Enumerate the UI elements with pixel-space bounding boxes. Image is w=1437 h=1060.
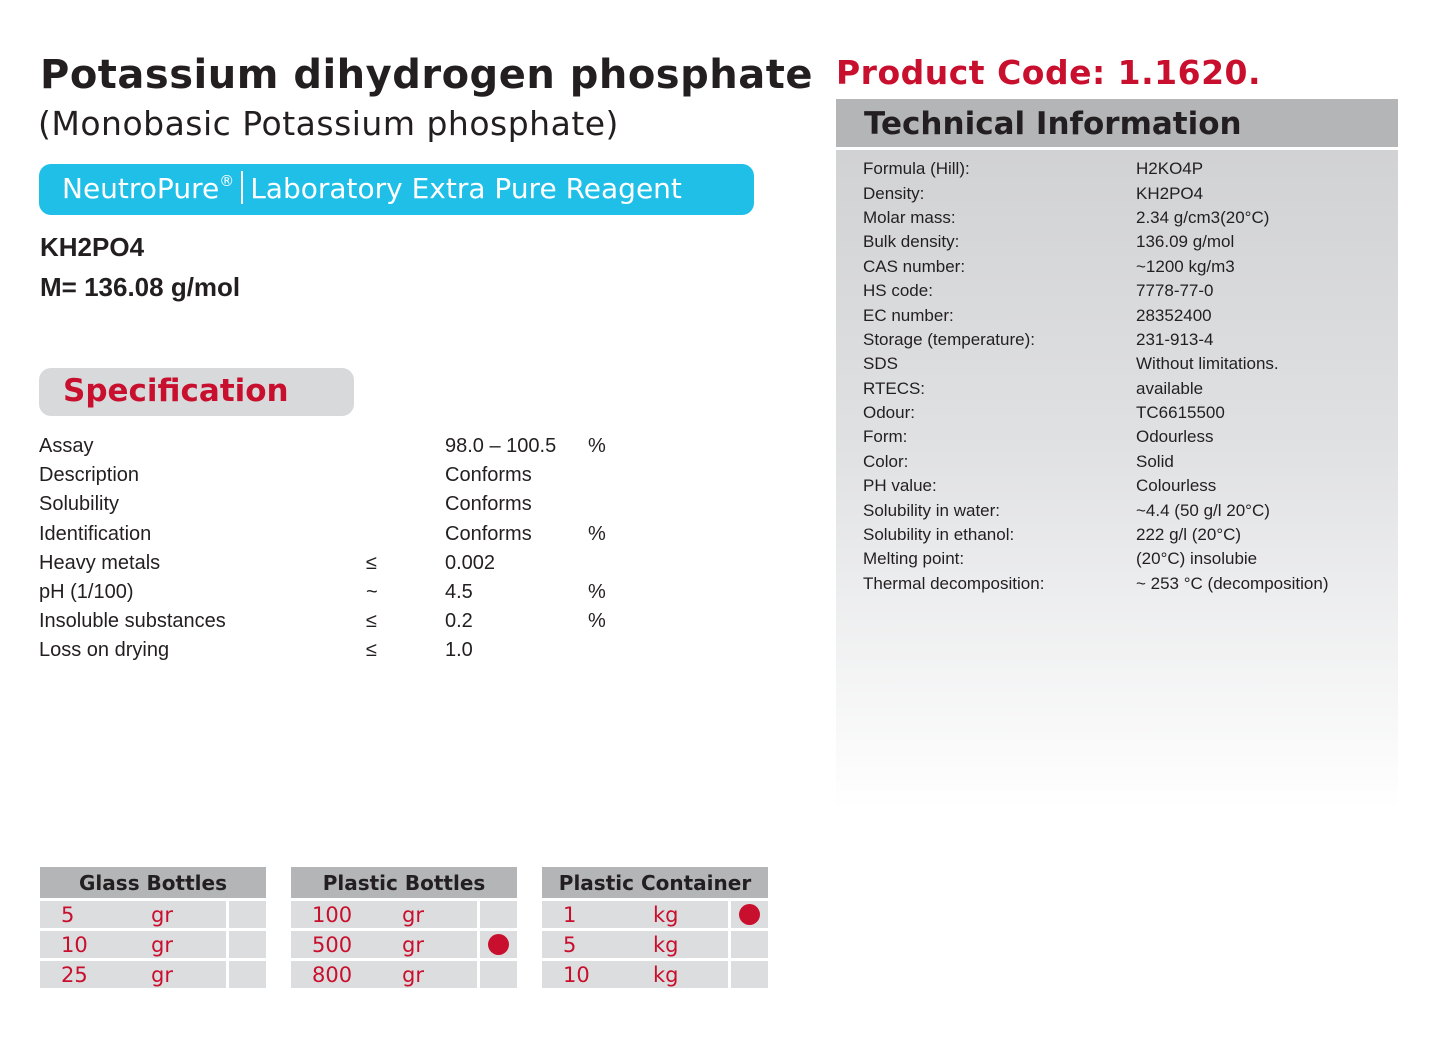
packaging-unit: gr xyxy=(151,903,173,927)
packaging-plastic-bottles xyxy=(291,867,517,988)
packaging-unit: gr xyxy=(402,903,424,927)
tech-key: Formula (Hill): xyxy=(863,159,970,179)
packaging-unit: gr xyxy=(402,933,424,957)
packaging-heading: Plastic Container xyxy=(542,867,768,898)
packaging-glass-bottles xyxy=(40,867,266,988)
packaging-row xyxy=(542,901,768,928)
spec-value: Conforms xyxy=(445,493,532,516)
tech-row xyxy=(863,352,1328,376)
tech-row xyxy=(863,547,1328,571)
tech-key: Storage (temperature): xyxy=(863,329,1035,349)
tech-row xyxy=(863,279,1328,303)
spec-row xyxy=(39,490,628,519)
packaging-size xyxy=(542,901,728,928)
tech-value: Without limitations. xyxy=(1136,354,1279,374)
tech-row xyxy=(863,157,1328,181)
spec-row xyxy=(39,461,628,490)
packaging-row xyxy=(291,901,517,928)
tech-key: SDS xyxy=(863,354,898,374)
tech-row xyxy=(863,450,1328,474)
packaging-quantity: 5 xyxy=(563,933,577,957)
packaging-quantity: 100 xyxy=(312,903,353,927)
availability-cell xyxy=(480,961,517,988)
tech-value: H2KO4P xyxy=(1136,159,1204,179)
packaging-quantity: 25 xyxy=(61,963,88,987)
packaging-row xyxy=(542,961,768,988)
tech-key: Form: xyxy=(863,427,908,447)
availability-cell xyxy=(480,901,517,928)
specification-heading: Specification xyxy=(39,368,354,416)
spec-row xyxy=(39,607,628,636)
packaging-row xyxy=(291,961,517,988)
spec-value: Conforms xyxy=(445,464,532,487)
tech-row xyxy=(863,401,1328,425)
product-code: Product Code: 1.1620. xyxy=(836,53,1262,92)
packaging-quantity: 500 xyxy=(312,933,353,957)
spec-row xyxy=(39,549,628,578)
spec-operator: ≤ xyxy=(366,639,377,662)
technical-table xyxy=(863,157,1328,596)
spec-unit: % xyxy=(588,581,606,604)
availability-cell xyxy=(229,961,266,988)
spec-operator: ~ xyxy=(366,581,378,604)
spec-value: 98.0 – 100.5 xyxy=(445,435,557,458)
availability-cell xyxy=(229,901,266,928)
tech-row xyxy=(863,474,1328,498)
packaging-quantity: 5 xyxy=(61,903,75,927)
packaging-unit: gr xyxy=(151,963,173,987)
tech-row xyxy=(863,303,1328,327)
tech-key: Density: xyxy=(863,183,925,203)
packaging-unit: kg xyxy=(653,933,679,957)
spec-row xyxy=(39,636,628,665)
tech-key: Molar mass: xyxy=(863,207,956,227)
packaging-size xyxy=(291,931,477,958)
packaging-unit: kg xyxy=(653,903,679,927)
tech-key: Odour: xyxy=(863,403,915,423)
spec-name: pH (1/100) xyxy=(39,581,134,604)
availability-cell xyxy=(731,901,768,928)
tech-value: ~1200 kg/m3 xyxy=(1136,256,1235,276)
spec-operator: ≤ xyxy=(366,610,377,633)
packaging-plastic-container xyxy=(542,867,768,988)
available-dot-icon xyxy=(488,934,509,955)
spec-name: Solubility xyxy=(39,493,120,516)
tech-value: available xyxy=(1136,378,1204,398)
tech-row xyxy=(863,230,1328,254)
tech-value: 222 g/l (20°C) xyxy=(1136,525,1242,545)
tech-row xyxy=(863,498,1328,522)
availability-cell xyxy=(731,961,768,988)
packaging-quantity: 800 xyxy=(312,963,353,987)
grade-banner xyxy=(39,164,754,215)
spec-operator xyxy=(366,461,445,490)
availability-cell xyxy=(480,931,517,958)
product-title: Potassium dihydrogen phosphate xyxy=(40,52,813,98)
banner-divider xyxy=(241,171,243,204)
availability-cell xyxy=(731,931,768,958)
tech-row xyxy=(863,523,1328,547)
packaging-row xyxy=(40,931,266,958)
tech-row xyxy=(863,425,1328,449)
spec-unit: % xyxy=(588,435,606,458)
packaging-size xyxy=(40,961,226,988)
packaging-size xyxy=(40,931,226,958)
tech-key: EC number: xyxy=(863,305,954,325)
tech-value: ~ 253 °C (decomposition) xyxy=(1136,573,1329,593)
spec-unit xyxy=(588,461,628,490)
spec-value: 4.5 xyxy=(445,581,473,604)
tech-value: TC6615500 xyxy=(1136,403,1225,423)
packaging-row xyxy=(40,901,266,928)
tech-row xyxy=(863,206,1328,230)
available-dot-icon xyxy=(739,904,760,925)
packaging-heading: Plastic Bottles xyxy=(291,867,517,898)
brand-name: NeutroPure xyxy=(62,172,220,205)
packaging-quantity: 10 xyxy=(61,933,88,957)
tech-value: 2.34 g/cm3(20°C) xyxy=(1136,207,1270,227)
spec-value: Conforms xyxy=(445,522,532,545)
tech-value: (20°C) insolubie xyxy=(1136,549,1258,569)
spec-row xyxy=(39,520,628,549)
tech-row xyxy=(863,255,1328,279)
tech-value: 7778-77-0 xyxy=(1136,281,1214,301)
tech-key: Color: xyxy=(863,451,909,471)
availability-cell xyxy=(229,931,266,958)
packaging-row xyxy=(291,931,517,958)
tech-key: Melting point: xyxy=(863,549,965,569)
tech-key: CAS number: xyxy=(863,256,966,276)
packaging-unit: gr xyxy=(402,963,424,987)
packaging-unit: gr xyxy=(151,933,173,957)
spec-name: Description xyxy=(39,464,140,487)
packaging-row xyxy=(40,961,266,988)
tech-row xyxy=(863,328,1328,352)
packaging-heading: Glass Bottles xyxy=(40,867,266,898)
tech-key: HS code: xyxy=(863,281,933,301)
tech-key: RTECS: xyxy=(863,378,926,398)
tech-key: Thermal decomposition: xyxy=(863,573,1045,593)
tech-row xyxy=(863,572,1328,596)
spec-row xyxy=(39,578,628,607)
spec-name: Heavy metals xyxy=(39,551,161,574)
tech-value: 136.09 g/mol xyxy=(1136,232,1235,252)
packaging-size xyxy=(291,961,477,988)
packaging-size xyxy=(291,901,477,928)
specification-table xyxy=(39,432,628,666)
spec-unit xyxy=(588,636,628,665)
tech-key: Solubility in water: xyxy=(863,500,1001,520)
grade-label: Laboratory Extra Pure Reagent xyxy=(250,172,682,205)
spec-name: Loss on drying xyxy=(39,639,170,662)
spec-value: 0.2 xyxy=(445,610,473,633)
packaging-quantity: 1 xyxy=(563,903,577,927)
product-subtitle: (Monobasic Potassium phosphate) xyxy=(38,104,619,143)
spec-operator xyxy=(366,432,445,461)
tech-value: Solid xyxy=(1136,451,1174,471)
spec-row xyxy=(39,432,628,461)
tech-row xyxy=(863,377,1328,401)
spec-operator xyxy=(366,520,445,549)
spec-unit: % xyxy=(588,610,606,633)
tech-key: Bulk density: xyxy=(863,232,960,252)
chemical-formula: KH2PO4 xyxy=(40,232,145,262)
tech-value: 231-913-4 xyxy=(1136,329,1214,349)
molar-mass: M= 136.08 g/mol xyxy=(40,272,241,302)
packaging-unit: kg xyxy=(653,963,679,987)
spec-unit xyxy=(588,490,628,519)
spec-operator xyxy=(366,490,445,519)
tech-value: 28352400 xyxy=(1136,305,1212,325)
packaging-row xyxy=(542,931,768,958)
tech-value: ~4.4 (50 g/l 20°C) xyxy=(1136,500,1270,520)
tech-row xyxy=(863,181,1328,205)
spec-operator: ≤ xyxy=(366,551,377,574)
packaging-size xyxy=(542,961,728,988)
spec-value: 1.0 xyxy=(445,639,473,662)
packaging-size xyxy=(542,931,728,958)
tech-value: Colourless xyxy=(1136,476,1217,496)
technical-heading: Technical Information xyxy=(836,99,1398,147)
registered-mark: ® xyxy=(219,172,235,190)
spec-name: Assay xyxy=(39,435,94,458)
spec-unit: % xyxy=(588,522,606,545)
spec-name: Insoluble substances xyxy=(39,610,226,633)
tech-value: KH2PO4 xyxy=(1136,183,1204,203)
spec-name: Identification xyxy=(39,522,152,545)
packaging-quantity: 10 xyxy=(563,963,590,987)
tech-key: Solubility in ethanol: xyxy=(863,525,1015,545)
spec-unit xyxy=(588,549,628,578)
packaging-size xyxy=(40,901,226,928)
spec-value: 0.002 xyxy=(445,551,496,574)
tech-key: PH value: xyxy=(863,476,937,496)
tech-value: Odourless xyxy=(1136,427,1214,447)
